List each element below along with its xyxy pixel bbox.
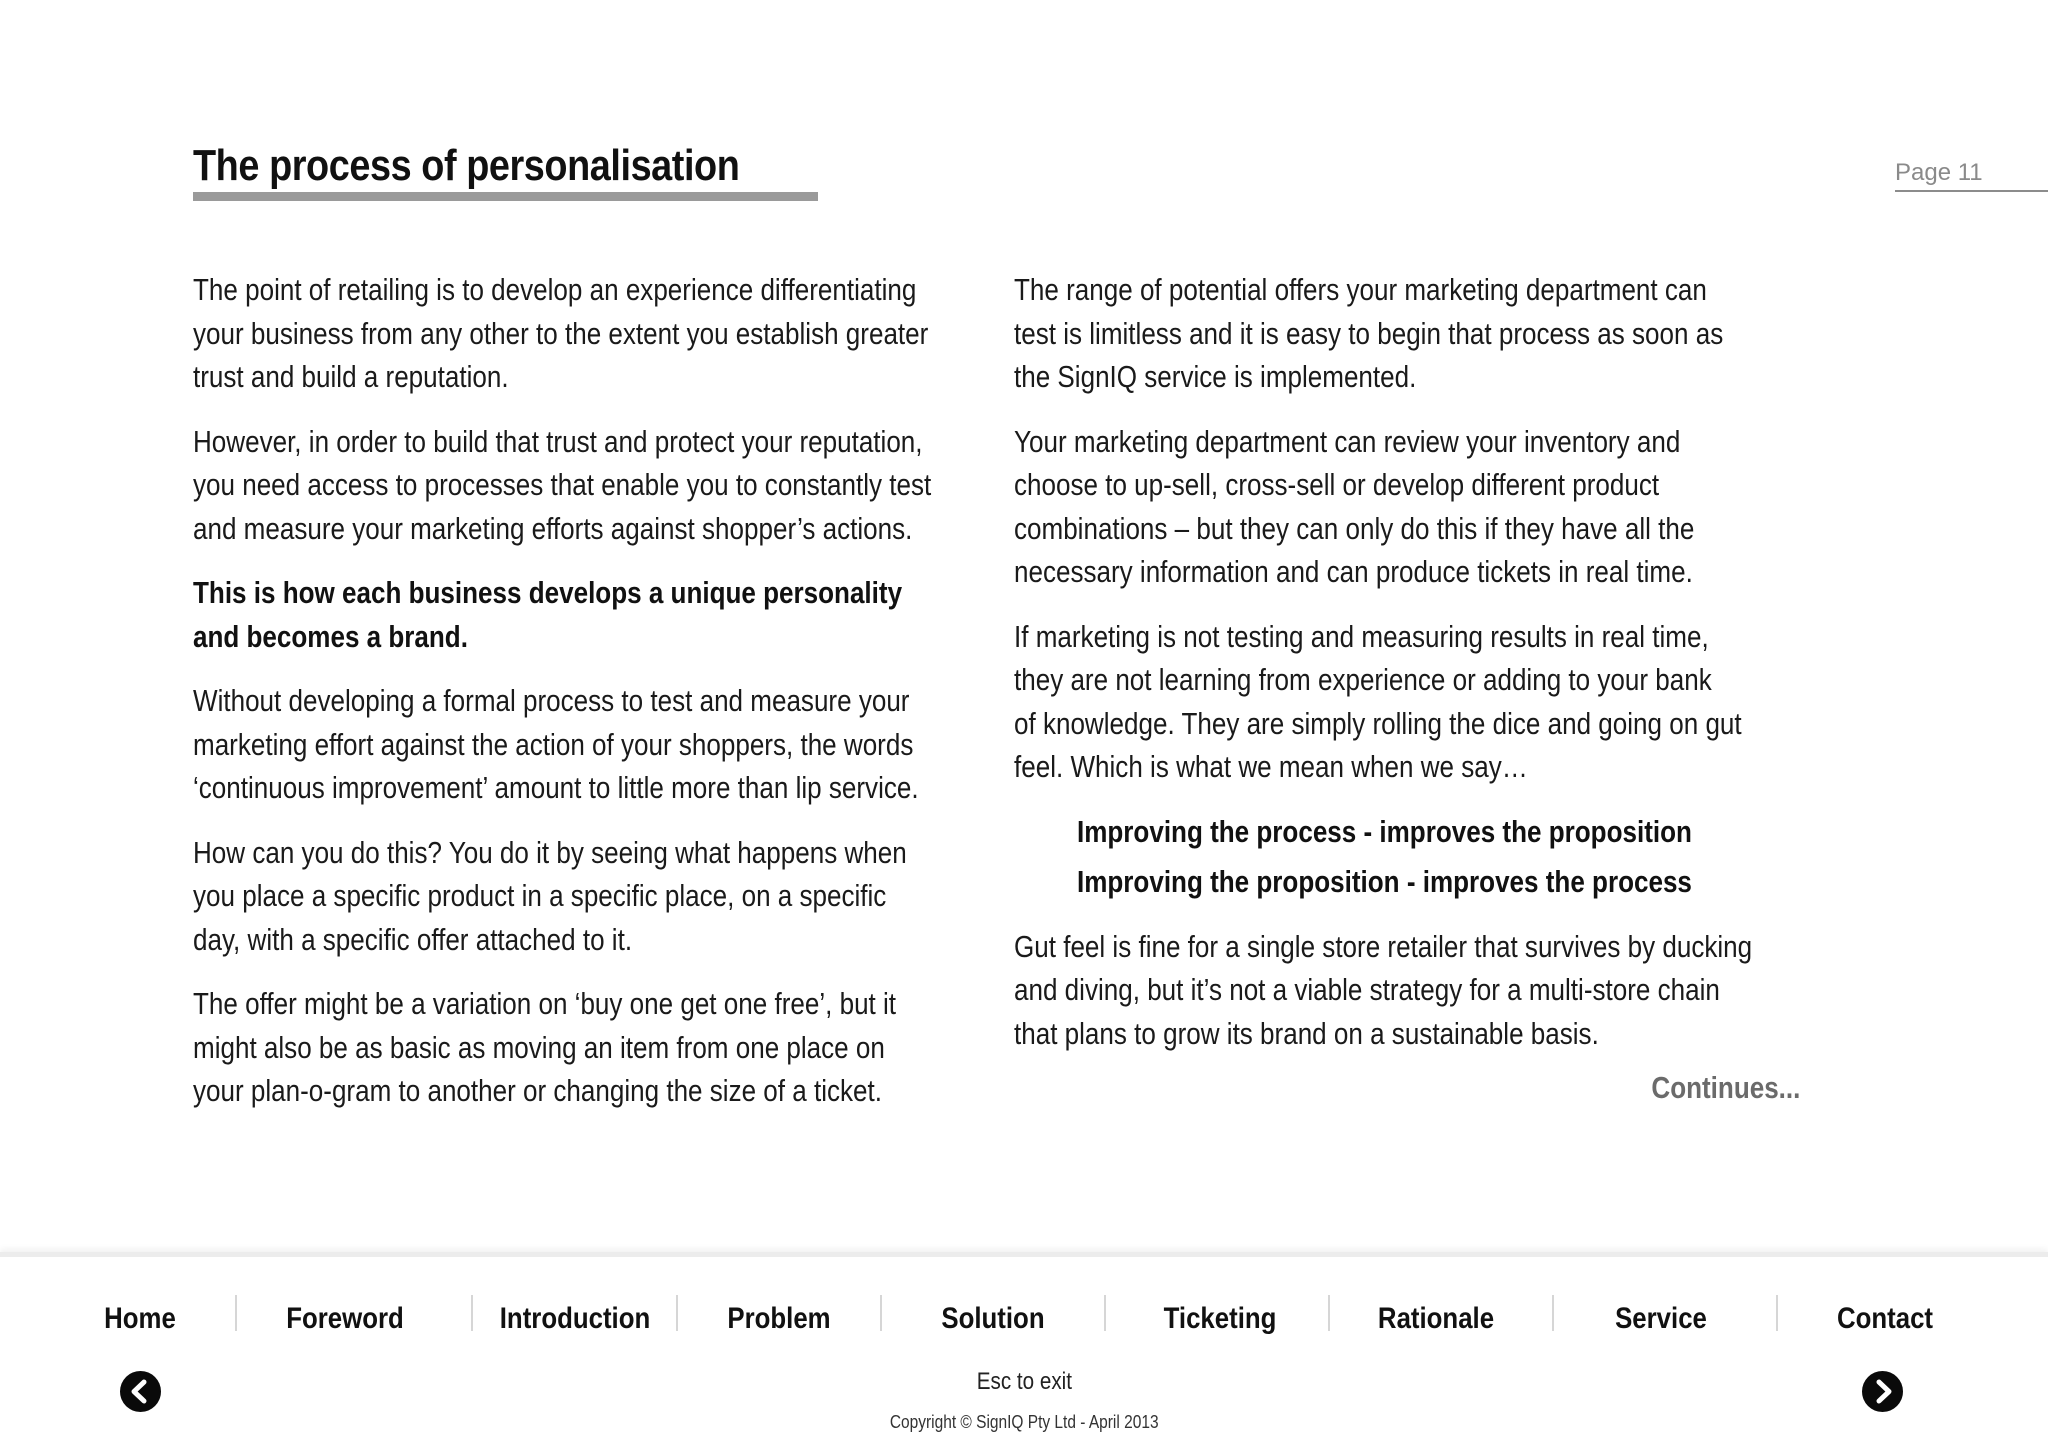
nav-separator [1104,1295,1106,1331]
text-line: of knowledge. They are simply rolling the dice and going on gut [1014,705,1742,741]
nav-menu [0,1297,2048,1341]
text-line: ‘continuous improvement’ amount to little more than lip service. [193,770,919,805]
page-number-label: Page 11 [1895,159,1983,186]
text-line: marketing effort against the action of your shoppers, the words [193,726,914,762]
continues-link[interactable] [1600,1070,1800,1106]
nav-separator [1328,1295,1330,1331]
nav-foreword[interactable]: Foreword [286,1302,404,1335]
nav-separator [1776,1295,1778,1331]
paragraph [193,268,993,399]
arrow-left-circle-icon[interactable] [120,1371,161,1412]
nav-ticketing[interactable]: Ticketing [1163,1302,1277,1335]
text-line: If marketing is not testing and measuring results in real time, [1014,618,1709,654]
text-line: and becomes a brand. [193,618,468,654]
paragraph [193,982,993,1113]
paragraph [193,831,993,962]
text-line: might also be as basic as moving an item from one place on [193,1029,885,1065]
nav-home[interactable]: Home [104,1302,176,1335]
pull-quote-line: Improving the proposition - improves the process [1077,864,1692,899]
pull-quote-line: Improving the process - improves the proposition [1077,813,1692,849]
paragraph [193,679,993,810]
text-line: Your marketing department can review your inventory and [1014,423,1681,459]
nav-separator [235,1295,237,1331]
nav-separator [880,1295,882,1331]
title-underline [193,192,818,201]
text-line: necessary information and can produce tickets in real time. [1014,554,1693,589]
right-column [1014,268,1814,1076]
paragraph [1014,420,1814,594]
text-line: This is how each business develops a unique personality [193,575,903,610]
text-line: The point of retailing is to develop an experience differentiating [193,272,917,307]
text-line: How can you do this? You do it by seeing what happens when [193,834,907,870]
nav-solution[interactable]: Solution [941,1302,1045,1335]
bold-paragraph [193,571,993,658]
text-line: The range of potential offers your marketing department can [1014,272,1707,307]
copyright [774,1412,1274,1433]
text-line: combinations – but they can only do this if they have all the [1014,510,1695,546]
left-column [193,268,993,1134]
text-line: choose to up-sell, cross-sell or develop different product [1014,467,1660,502]
nav-separator [471,1295,473,1331]
text-line: your business from any other to the extent you establish greater [193,315,929,351]
page-title: The process of personalisation [193,141,740,190]
arrow-right-circle-icon[interactable] [1862,1371,1903,1412]
esc-hint-text: Esc to exit [976,1368,1072,1395]
text-line: your plan-o-gram to another or changing the size of a ticket. [193,1073,882,1108]
text-line: test is limitless and it is easy to begin that process as soon as [1014,315,1724,351]
nav-contact[interactable]: Contact [1836,1302,1934,1335]
text-line: you need access to processes that enable you to constantly test [193,467,932,502]
paragraph [193,420,993,551]
text-line: day, with a specific offer attached to it. [193,921,633,957]
text-line: and measure your marketing efforts against shopper’s actions. [193,510,913,546]
esc-hint [924,1368,1124,1396]
text-line: trust and build a reputation. [193,359,509,394]
text-line: The offer might be a variation on ‘buy one get one free’, but it [193,986,897,1021]
chevron-right-icon [1862,1371,1903,1412]
page-number [1895,158,2048,192]
text-line: and diving, but it’s not a viable strategy for a multi-store chain [1014,972,1720,1007]
paragraph [1014,615,1814,789]
text-line: you place a specific product in a specific place, on a specific [193,878,887,913]
text-line: the SignIQ service is implemented. [1014,359,1417,394]
text-line: that plans to grow its brand on a sustainable basis. [1014,1015,1599,1051]
text-line: Gut feel is fine for a single store retailer that survives by ducking [1014,928,1753,964]
paragraph [1014,925,1814,1056]
text-line: However, in order to build that trust and protect your reputation, [193,423,923,459]
text-line: they are not learning from experience or adding to your bank [1014,662,1712,697]
nav-service[interactable]: Service [1615,1302,1707,1335]
title-wrap [193,138,828,194]
pull-quote [1077,810,1814,854]
nav-separator [1552,1295,1554,1331]
copyright-text: Copyright © SignIQ Pty Ltd - April 2013 [889,1412,1159,1432]
chevron-left-icon [120,1371,161,1412]
pull-quote [1077,860,1814,904]
nav-problem[interactable]: Problem [727,1302,831,1335]
paragraph [1014,268,1814,399]
nav-separator [676,1295,678,1331]
text-line: Without developing a formal process to test and measure your [193,683,910,718]
nav-introduction[interactable]: Introduction [499,1302,651,1335]
continues-label: Continues... [1650,1070,1800,1105]
text-line: feel. Which is what we mean when we say… [1014,749,1528,784]
nav-rationale[interactable]: Rationale [1377,1302,1495,1335]
